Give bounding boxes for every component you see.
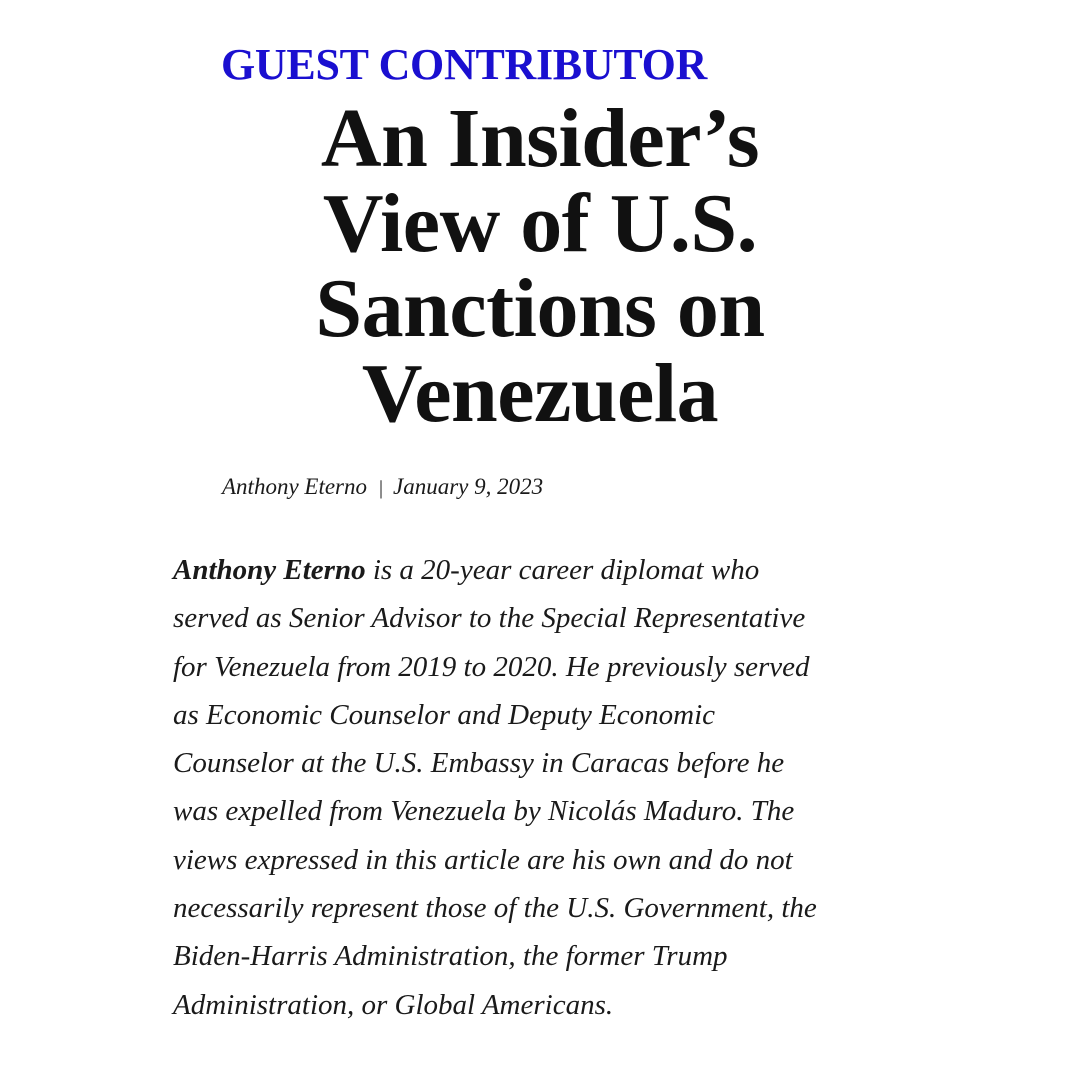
headline-line: Venezuela xyxy=(361,347,719,440)
bio-line: for Venezuela from 2019 to 2020. He previously served xyxy=(173,650,810,683)
byline xyxy=(222,472,543,503)
headline-line: View of U.S. xyxy=(322,177,758,270)
bio-line: necessarily represent those of the U.S. Government, the xyxy=(173,892,817,925)
section-kicker: GUEST CONTRIBUTOR xyxy=(221,40,707,89)
headline-line: An Insider’s xyxy=(320,92,760,185)
bio-line: served as Senior Advisor to the Special Representative xyxy=(173,602,806,635)
bio-line xyxy=(173,546,913,594)
byline-date: January 9, 2023 xyxy=(393,474,544,499)
bio-author-name: Anthony Eterno xyxy=(173,554,366,586)
author-bio xyxy=(173,546,913,1029)
headline-line: Sanctions on xyxy=(315,262,765,355)
byline-author: Anthony Eterno xyxy=(222,474,367,499)
bio-line: Biden-Harris Administration, the former Trump xyxy=(173,940,728,973)
bio-line: views expressed in this article are his own and do not xyxy=(173,843,793,876)
bio-line: Counselor at the U.S. Embassy in Caracas before he xyxy=(173,747,785,780)
bio-line: was expelled from Venezuela by Nicolás Maduro. The xyxy=(173,795,795,828)
bio-line-text: is a 20-year career diplomat who xyxy=(365,554,760,586)
bio-line: as Economic Counselor and Deputy Economic xyxy=(173,698,716,731)
article-headline xyxy=(270,92,810,440)
bio-line: Administration, or Global Americans. xyxy=(173,988,614,1021)
byline-separator: | xyxy=(379,477,384,499)
